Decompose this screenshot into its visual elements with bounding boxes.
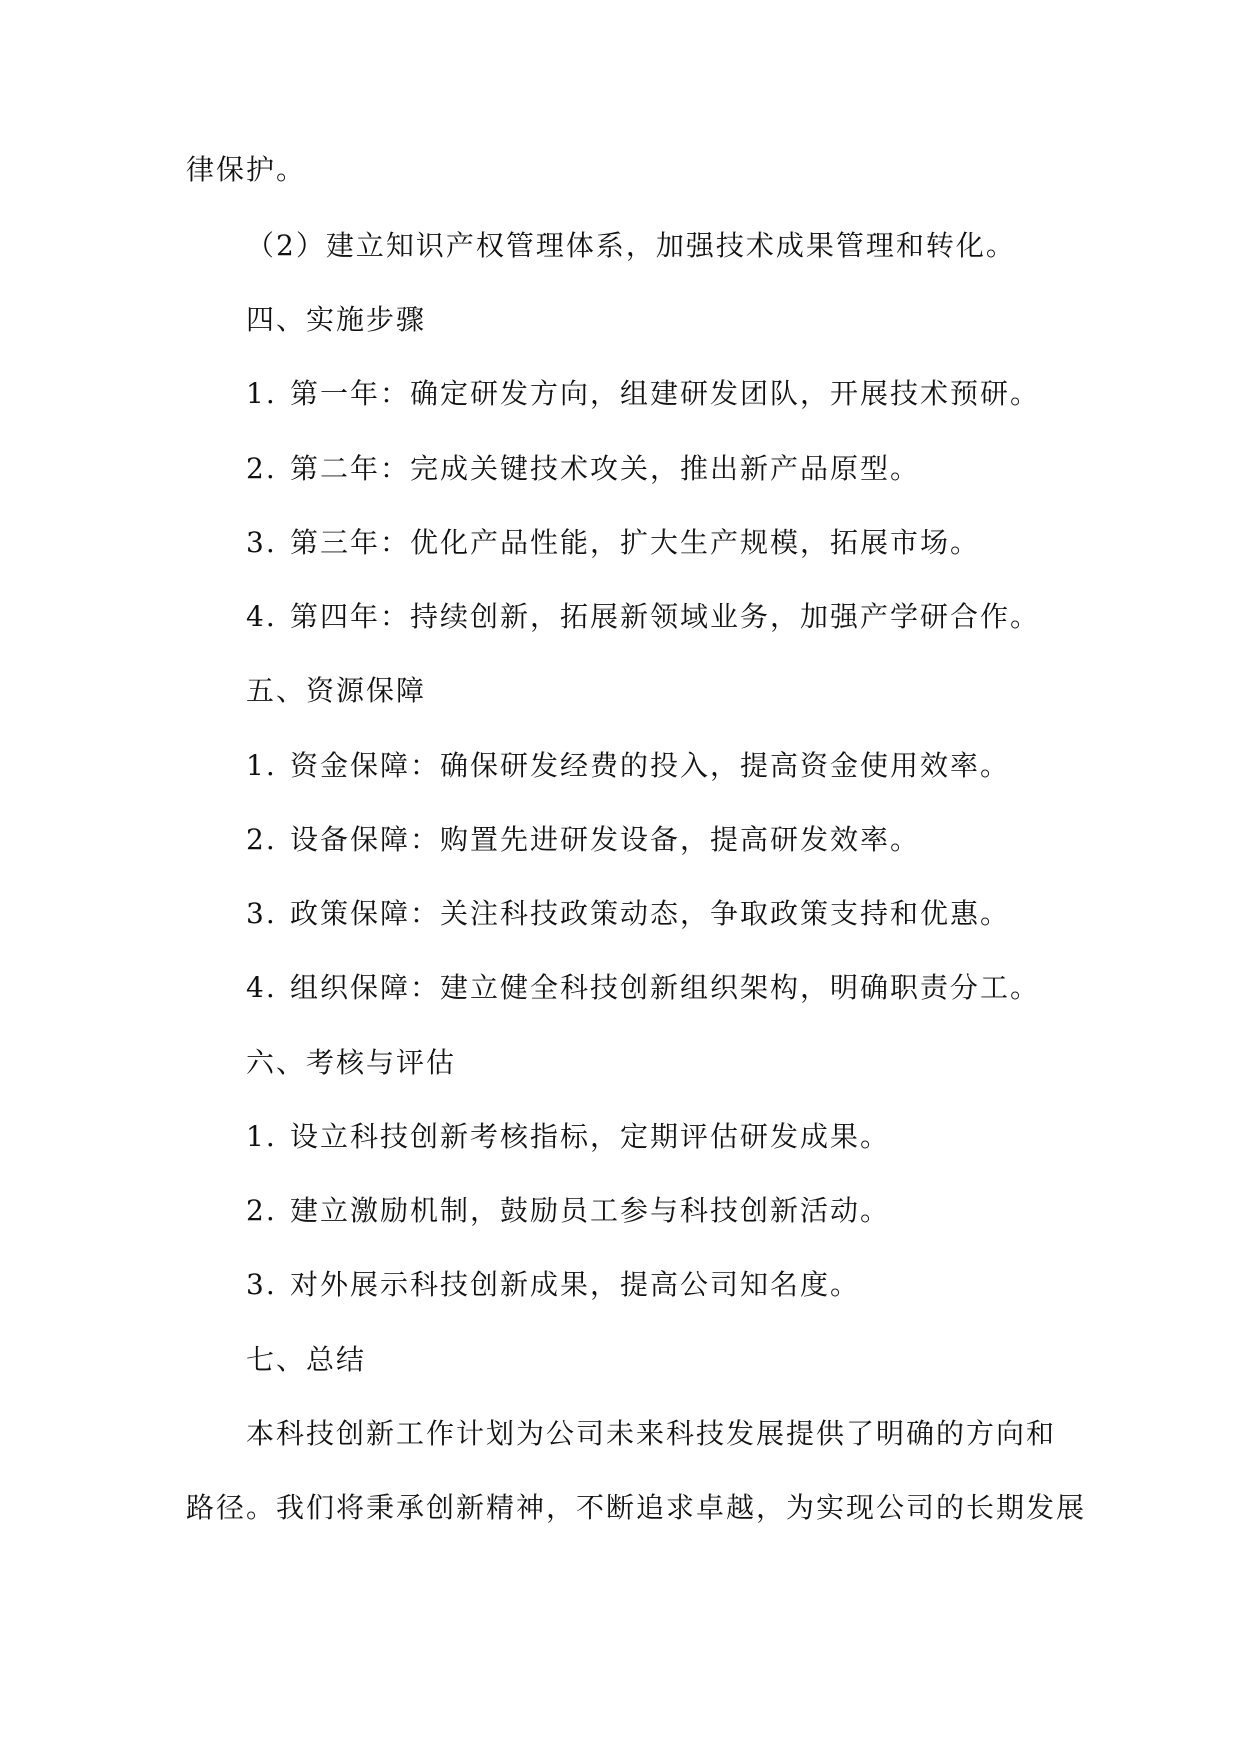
heading-text: 六、考核与评估 xyxy=(246,1046,457,1079)
list-item xyxy=(246,523,980,563)
list-number: 2. xyxy=(246,452,277,485)
line-text: 律保护。 xyxy=(186,153,307,186)
line-text: 第三年：优化产品性能，扩大生产规模，拓展市场。 xyxy=(290,526,981,559)
list-item xyxy=(246,374,1040,414)
list-item xyxy=(246,820,920,860)
line-text: 建立激励机制，鼓励员工参与科技创新活动。 xyxy=(290,1194,891,1227)
list-number: 2. xyxy=(246,823,277,856)
list-number: 4. xyxy=(246,600,277,633)
line-text: 设备保障：购置先进研发设备，提高研发效率。 xyxy=(290,823,921,856)
paragraph-line xyxy=(186,1488,1086,1528)
list-number: 3. xyxy=(246,1268,277,1301)
line-text: 路径。我们将秉承创新精神，不断追求卓越，为实现公司的长期发展 xyxy=(186,1491,1087,1524)
list-item xyxy=(246,1117,890,1157)
list-item xyxy=(246,226,1016,266)
list-number: 1. xyxy=(246,377,277,410)
heading-text: 七、总结 xyxy=(246,1343,367,1376)
list-item xyxy=(246,968,1040,1008)
line-text: 资金保障：确保研发经费的投入，提高资金使用效率。 xyxy=(290,749,1011,782)
section-heading xyxy=(246,300,426,340)
line-text: 第二年：完成关键技术攻关，推出新产品原型。 xyxy=(290,452,921,485)
paragraph-line xyxy=(246,1414,1056,1454)
heading-text: 四、实施步骤 xyxy=(246,303,427,336)
list-number: 4. xyxy=(246,971,277,1004)
list-number: 2. xyxy=(246,1194,277,1227)
list-number: 1. xyxy=(246,749,277,782)
list-item xyxy=(246,746,1010,786)
line-text: （2）建立知识产权管理体系，加强技术成果管理和转化。 xyxy=(246,229,1016,262)
line-text: 对外展示科技创新成果，提高公司知名度。 xyxy=(290,1268,861,1301)
list-item xyxy=(246,449,920,489)
list-number: 3. xyxy=(246,897,277,930)
list-item xyxy=(246,597,1040,637)
section-heading xyxy=(246,671,426,711)
line-text: 设立科技创新考核指标，定期评估研发成果。 xyxy=(290,1120,891,1153)
line-text: 组织保障：建立健全科技创新组织架构，明确职责分工。 xyxy=(290,971,1041,1004)
heading-text: 五、资源保障 xyxy=(246,674,427,707)
list-item xyxy=(246,1265,860,1305)
section-heading xyxy=(246,1043,456,1083)
section-heading xyxy=(246,1340,366,1380)
list-item xyxy=(246,894,1010,934)
line-text: 政策保障：关注科技政策动态，争取政策支持和优惠。 xyxy=(290,897,1011,930)
list-number: 3. xyxy=(246,526,277,559)
line-text: 第一年：确定研发方向，组建研发团队，开展技术预研。 xyxy=(290,377,1041,410)
line-text: 本科技创新工作计划为公司未来科技发展提供了明确的方向和 xyxy=(246,1417,1057,1450)
list-item xyxy=(246,1191,890,1231)
list-number: 1. xyxy=(246,1120,277,1153)
body-text-line xyxy=(186,150,306,190)
line-text: 第四年：持续创新，拓展新领域业务，加强产学研合作。 xyxy=(290,600,1041,633)
